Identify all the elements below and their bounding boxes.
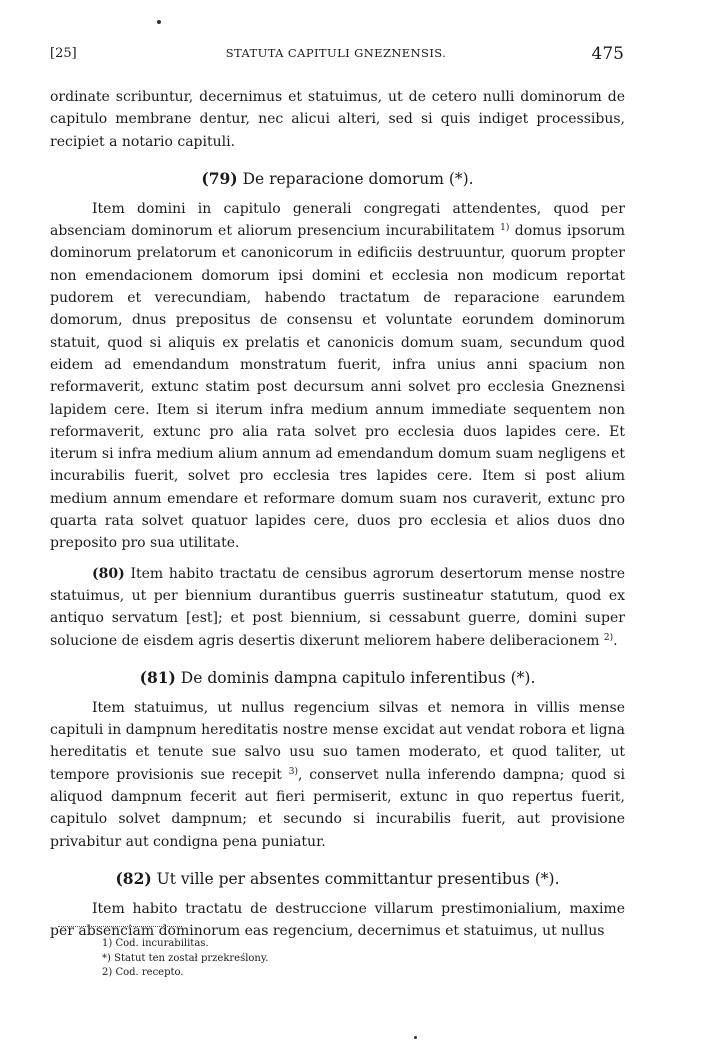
section-number: [25] bbox=[50, 46, 77, 61]
section-heading-79 bbox=[50, 168, 625, 190]
footnote-3 bbox=[102, 966, 268, 981]
footnote-ref-3: 3) bbox=[288, 766, 298, 777]
ink-dot bbox=[414, 1036, 417, 1039]
footnotes bbox=[102, 937, 268, 981]
page-number: 475 bbox=[591, 44, 624, 64]
paragraph-79-text-a: Item domini in capitulo generali congregati attendentes, quod per absenciam dominorum et aliorum presencium incurabilitatem bbox=[50, 200, 625, 240]
footnote-1 bbox=[102, 937, 268, 952]
footnote-text: Cod. incurabilitas. bbox=[115, 938, 209, 949]
paragraph-intro: ordinate scribuntur, decernimus et statuimus, ut de cetero nulli dominorum de capitulo membrane dentur, nec alicui alteri, sed si quis indiget processibus, recipiet a notario capituli. bbox=[50, 89, 625, 150]
ink-dot bbox=[157, 20, 161, 24]
paragraph-81 bbox=[50, 697, 625, 853]
section-number-80: (80) bbox=[92, 565, 125, 582]
section-heading-81 bbox=[50, 667, 625, 689]
paragraph-82: Item habito tractatu de destruccione villarum prestimonialium, maxime per absenciam dominorum eas regencium, decernimus et statuimus, ut nullus bbox=[50, 900, 625, 940]
section-title-82: Ut ville per absentes committantur presentibus (*). bbox=[156, 869, 560, 888]
footnote-ref-2: 2) bbox=[603, 632, 614, 643]
footnote-mark: *) bbox=[102, 952, 111, 964]
footnote-text: Cod. recepto. bbox=[115, 967, 184, 978]
running-title: STATUTA CAPITULI GNEZNENSIS. bbox=[225, 46, 447, 60]
paragraph-81-text-a: Item statuimus, ut nullus regencium silvas et nemora in villis mense capituli in dampnum hereditatis nostre mense excidat aut vendat robora et ligna hereditatis et tenute sue salvo usu suo tamen moderato, et quod taliter, ut tempore provisionis sue recepit bbox=[50, 699, 625, 783]
section-title-79: De reparacione domorum (*). bbox=[242, 169, 474, 188]
footnote-separator bbox=[58, 926, 182, 927]
paragraph-79 bbox=[50, 198, 625, 555]
footnote-mark: 1) bbox=[102, 938, 113, 949]
section-title-81: De dominis dampna capitulo inferentibus (*). bbox=[180, 668, 536, 687]
footnote-2 bbox=[102, 952, 268, 967]
footnote-mark: 2) bbox=[102, 967, 113, 978]
section-number-79: (79) bbox=[201, 168, 238, 188]
section-heading-82 bbox=[50, 868, 625, 890]
running-header bbox=[50, 42, 622, 66]
main-text bbox=[50, 86, 625, 943]
paragraph-79-text-b: domus ipsorum dominorum prelatorum et canonicorum in edificiis destruuntur, quorum propter non emendacionem domorum ipsi domini et ecclesia non modicum reportat pudorem et verecundiam, habendo tractatum de reparacione earundem domorum, dnus prepositus de consensu et voluntate eorundem dominorum statuit, quod si aliquis ex prelatis et canonicis domum suam, secundum quod eidem ad emendandum monstratum fuerit, infra unius anni spacium non reformaverit, extunc statim post decursum anni solvet pro ecclesia Gneznensi lapidem cere. Item si iterum infra medium annum immediate sequentem non reformaverit, extunc pro alia rata solvet pro ecclesia duos lapides cere. Et iterum si infra medium alium annum ad emendandum domum suam negligens et incurabilis fuerit, solvet pro ecclesia tres lapides cere. Item si post alium medium annum emendare et reformare domum suam nos curaverit, extunc pro quarta rata solvet quatuor lapides cere, duos pro ecclesia et alios duos dno preposito pro sua utilitate. bbox=[50, 223, 626, 552]
footnote-text: Statut ten został przekreślony. bbox=[114, 952, 269, 964]
section-number-82: (82) bbox=[115, 868, 152, 888]
paragraph-81-text-b: , conservet nulla inferendo dampna; quod si aliquod dampnum fecerit aut fieri permiserit, extunc in quo repertus fuerit, capitulo solvet dampnum; et secundo si incurabilis fuerit, aut provisione privabitur aut condigna pena puniatur. bbox=[50, 766, 625, 850]
section-number-81: (81) bbox=[139, 667, 176, 687]
footnote-ref-1: 1) bbox=[500, 223, 510, 234]
paragraph-80-text: Item habito tractatu de censibus agrorum desertorum mense nostre statuimus, ut per biennium durantibus guerris sustineatur statutum, quod ex antiquo servatum [est]; et post biennium, si cessabunt guerre, domini super solucione de eisdem agris desertis dixerunt meliorem habere deliberacionem bbox=[50, 565, 626, 649]
paragraph-80: (80) Item habito tractatu de censibus agrorum desertorum mense nostre statuimus, ut per biennium durantibus guerris sustineatur statutum, quod ex antiquo servatum [est]; et post biennium, si cessabunt guerre, domini super solucione de eisdem agris desertis dixerunt meliorem habere deliberacionem $^{2)}$. bbox=[50, 565, 626, 649]
